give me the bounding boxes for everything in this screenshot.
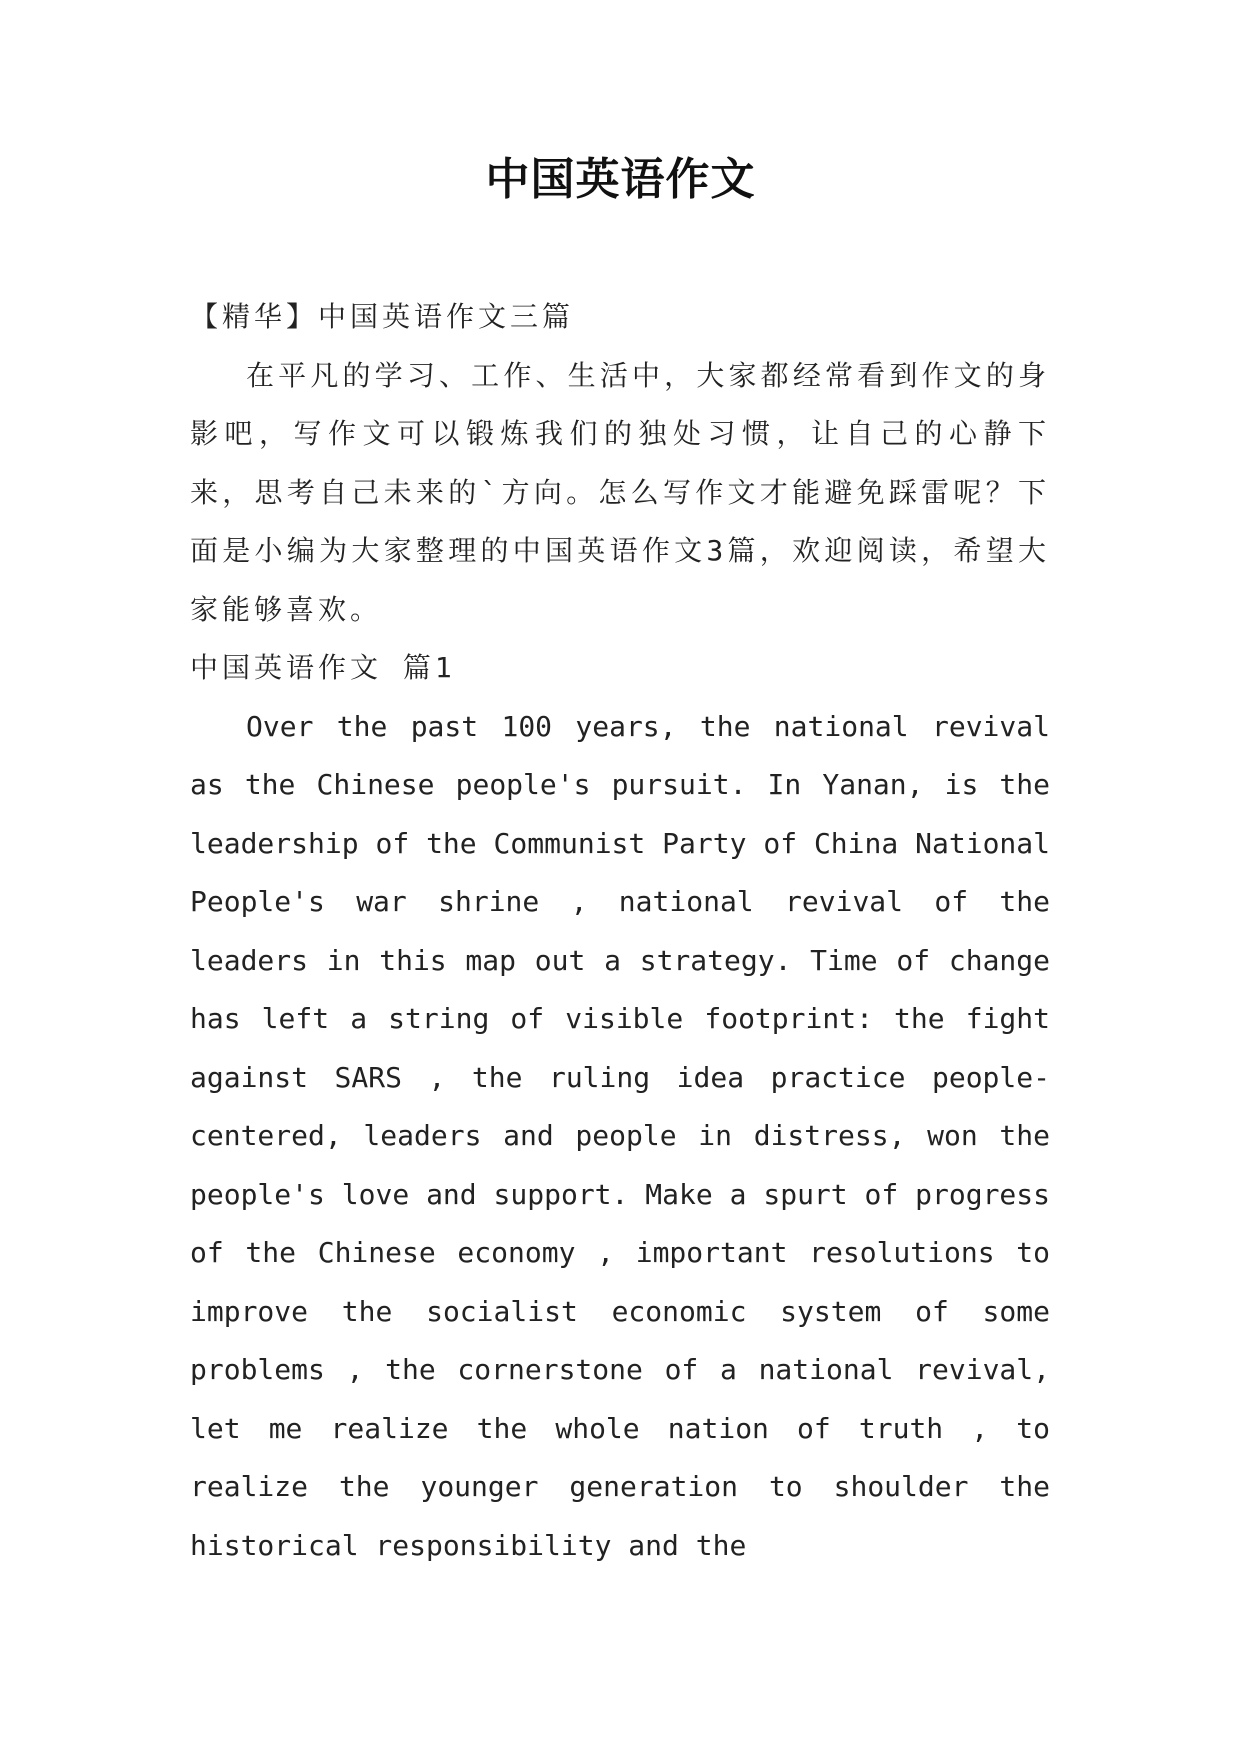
essay-paragraph: Over the past 100 years, the national revival as the Chinese people's pursuit. In Yanan, is the leadership of the Communist Party of China National People's war shrine , national revival of the leaders in this map out a strategy. Time of change has left a string of visible footprint: the fight against SARS , the ruling idea practice people-centered, leaders and people in distress, won the people's love and support. Make a spurt of progress of the Chinese economy , important resolutions to improve the socialist economic system of some problems , the cornerstone of a national revival, let me realize the whole nation of truth , to realize the younger generation to shoulder the historical responsibility and the (190, 709, 1050, 1562)
document-body (190, 288, 1050, 1575)
section-heading: 中国英语作文 篇1 (190, 651, 456, 684)
intro-paragraph: 在平凡的学习、工作、生活中，大家都经常看到作文的身影吧，写作文可以锻炼我们的独处习惯，让自己的心静下来，思考自己未来的`方向。怎么写作文才能避免踩雷呢？下面是小编为大家整理的中国英语作文3篇，欢迎阅读，希望大家能够喜欢。 (190, 358, 1050, 626)
document-subtitle: 【精华】中国英语作文三篇 (190, 300, 575, 333)
document-title: 中国英语作文 (485, 154, 756, 205)
